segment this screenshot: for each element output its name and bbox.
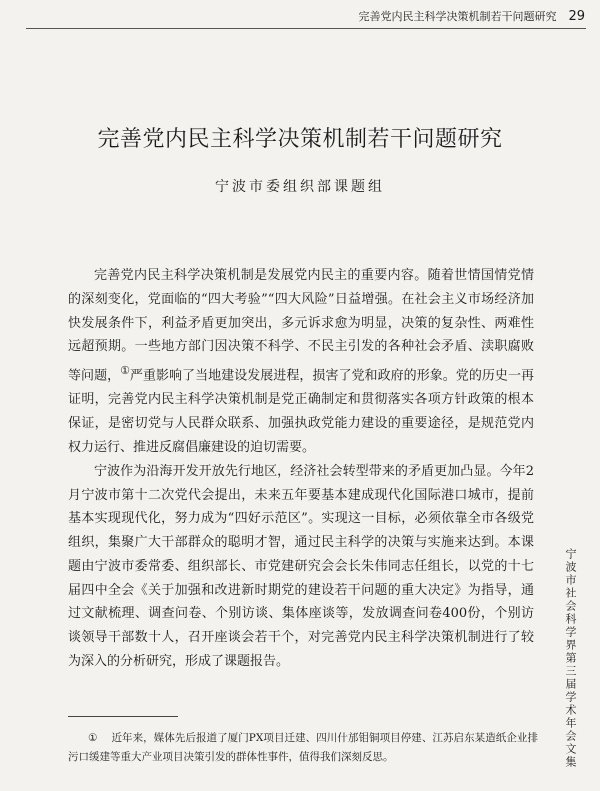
article-title: 完善党内民主科学决策机制若干问题研究 — [97, 127, 503, 152]
paragraph-1-text-b: 严重影响了当地建设发展进程，损害了党和政府的形象。党的历史一再证明，完善党内民主科学决策机制是党正确制定和贯彻落实各项方针政策的根本保证，是密切党与人民群众联系、加强执政党能力建设的重要途径，是规范党内权力运行、推进反腐倡廉建设的迫切需要。 — [68, 368, 534, 455]
side-collection-title: 宁波市社会科学界第三届学术年会文集 — [564, 548, 577, 769]
footnote — [68, 729, 538, 767]
header-rule — [26, 28, 586, 29]
paragraph-1 — [68, 264, 534, 460]
footnote-rule — [68, 716, 178, 717]
article-author: 宁波市委组织部课题组 — [215, 179, 385, 195]
footnote-reference: ① — [120, 364, 130, 378]
footnote-marker: ① — [88, 732, 98, 744]
paragraph-1-text-a: 完善党内民主科学决策机制是发展党内民主的重要内容。随着世情国情党情的深刻变化，党面临的“四大考验”“四大风险”日益增强。在社会主义市场经济加快发展条件下，利益矛盾更加突出，多元诉求愈为明显，决策的复杂性、两难性远超预期。一些地方部门因决策不科学、不民主引发的各种社会矛盾、渎职腐败等问题， — [68, 268, 534, 384]
article-body — [68, 264, 534, 674]
running-header — [300, 8, 585, 24]
paragraph-2: 宁波作为沿海开发开放先行地区，经济社会转型带来的矛盾更加凸显。今年2月宁波市第十二次党代会提出，未来五年要基本建成现代化国际港口城市，提前基本实现现代化，努力成为“四好示范区”。实现这一目标，必须依靠全市各级党组织，集聚广大干部群众的聪明才智，通过民主科学的决策与实施来达到。本课题由宁波市委常委、组织部长、市党建研究会会长朱伟同志任组长，以党的十七届四中全会《关于加强和改进新时期党的建设若干问题的重大决定》为指导，通过文献梳理、调查问卷、个别访谈、集体座谈等，发放调查问卷400份，个别访谈领导干部数十人，召开座谈会若干个，对完善党内民主科学决策机制进行了较为深入的分析研究，形成了课题报告。 — [68, 463, 534, 670]
footnote-text: 近年来，媒体先后报道了厦门PX项目迁建、四川什邡钼铜项目停建、江苏启东某造纸企业排污口缓建等重大产业项目决策引发的群体性事件，值得我们深刻反思。 — [68, 732, 538, 763]
page-number: 29 — [568, 9, 585, 24]
running-title: 完善党内民主科学决策机制若干问题研究 — [358, 10, 557, 23]
